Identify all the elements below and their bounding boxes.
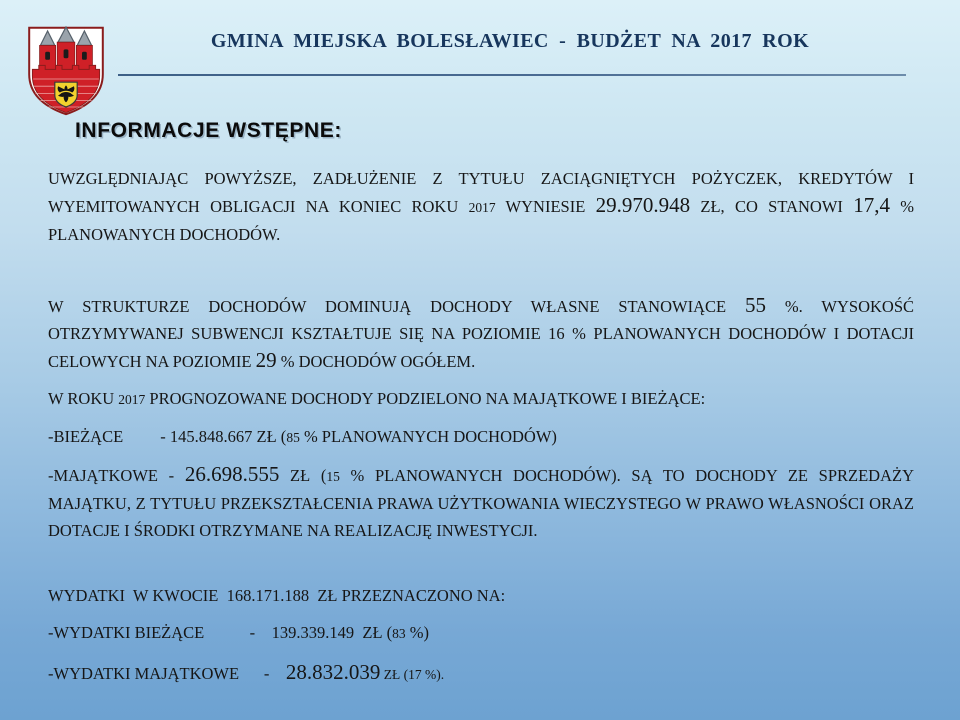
text-run: 85 [286,430,300,445]
text-run-capital-expenses-amount: 28.832.039 [285,660,381,684]
text-run: % DOCHODÓW OGÓŁEM. [276,352,476,371]
text-run: PROGNOZOWANE DOCHODY PODZIELONO NA MAJĄTKOWE I BIEŻĄCE: [145,389,706,408]
paragraph-income-split-intro [48,385,914,413]
paragraph-capital-income [48,461,914,544]
text-run: (17 %). [403,667,445,682]
text-run: 83 [392,626,406,641]
text-run: % PLANOWANYCH DOCHODÓW) [299,427,557,446]
text-run-grants-percent: 29 [255,348,277,372]
text-run: -BIEŻĄCE - 145.848.667 ZŁ ( [48,427,287,446]
text-run: % PLANOWANYCH DOCHODÓW I DOTACJI CELOWYCH NA POZIOMIE [48,324,914,371]
text-run: ZŁ ( [279,466,327,485]
text-run: % PLANOWANYCH DOCHODÓW). SĄ TO DOCHODY ZE SPRZEDAŻY MAJĄTKU, Z TYTUŁU PRZEKSZTAŁCENIA PRAWA UŻYTKOWANIA WIECZYSTEGO W PRAWO WŁASNOŚCI ORAZ DOTACJE I ŚRODKI OTRZYMANE NA REALIZACJĘ INWESTYCJI. [48,466,915,540]
slide-body [48,165,914,688]
text-run-own-income-percent: 55 [745,293,766,317]
text-run: UWZGLĘDNIAJĄC POWYŻSZE, ZADŁUŻENIE Z TYTUŁU ZACIĄGNIĘTYCH POŻYCZEK, KREDYTÓW I WYEMITOWANYCH OBLIGACJI NA KONIEC ROKU [48,169,914,216]
text-run: -MAJĄTKOWE - [48,466,185,485]
text-run: 2017 [118,392,146,407]
text-run: -WYDATKI BIEŻĄCE - 139.339.149 ZŁ ( [48,623,393,642]
line-capital-expenses [48,659,914,688]
text-run: ZŁ [380,667,404,682]
text-run-capital-income-amount: 26.698.555 [184,462,280,486]
slide-title: GMINA MIEJSKA BOLESŁAWIEC - BUDŻET NA 2017 ROK [210,30,810,52]
line-current-expenses [48,619,914,647]
line-current-income [48,423,914,451]
text-run: %. WYSOKOŚĆ OTRZYMYWANEJ SUBWENCJI KSZTAŁTUJE SIĘ NA POZIOMIE [48,297,915,343]
paragraph-expenses-intro [48,582,914,609]
text-run-debt-percent: 17,4 [853,193,890,217]
text-run-debt-amount: 29.970.948 [595,193,691,217]
title-divider [118,74,906,76]
text-run: 2017 [468,200,496,215]
text-run-subvention-percent: 16 [548,324,565,343]
text-run: W STRUKTURZE DOCHODÓW DOMINUJĄ DOCHODY WŁASNE STANOWIĄCE [48,297,745,316]
text-run: -WYDATKI MAJĄTKOWE - [48,664,286,683]
paragraph-income-structure [48,292,914,375]
text-run: %) [405,623,430,642]
text-run-total-expenses: WYDATKI W KWOCIE 168.171.188 ZŁ PRZEZNACZONO NA: [48,586,506,605]
text-run: % PLANOWANYCH DOCHODÓW. [48,197,914,244]
paragraph-debt-summary [48,165,914,248]
section-heading: INFORMACJE WSTĘPNE: [75,119,342,142]
text-run: ZŁ, CO STANOWI [690,197,854,216]
text-run: WYNIESIE [495,197,596,216]
text-run: W ROKU [48,389,119,408]
text-run: 15 [326,469,340,484]
